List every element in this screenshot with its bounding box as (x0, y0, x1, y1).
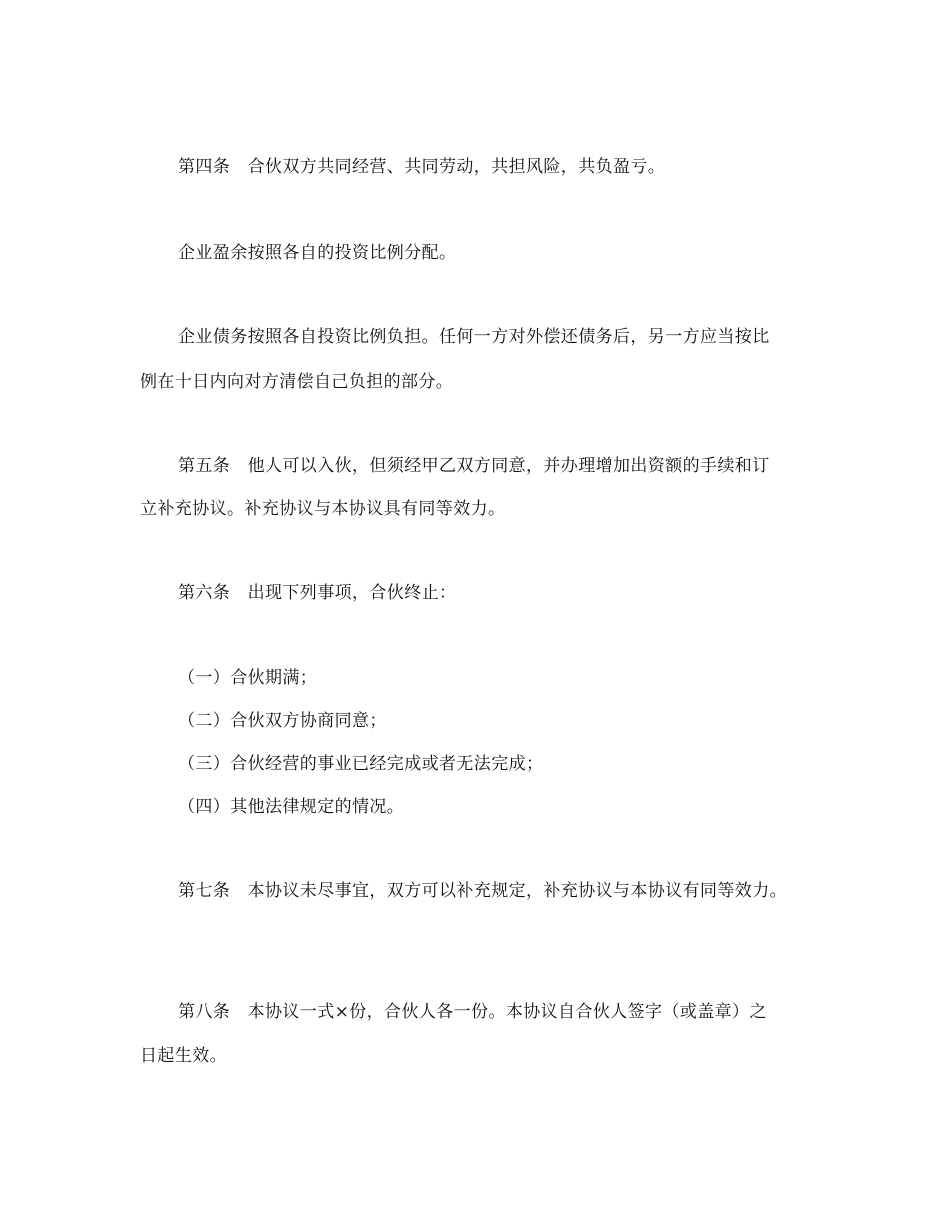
article-8-line-2: 日起生效。 (140, 1046, 227, 1066)
article-4-paragraph-3-line-1: 企业债务按照各自投资比例负担。任何一方对外偿还债务后，另一方应当按比 (178, 327, 770, 347)
article-6-line-1: 第六条 出现下列事项，合伙终止： (178, 583, 457, 603)
article-4-paragraph-3-line-2: 例在十日内向对方清偿自己负担的部分。 (140, 372, 454, 392)
article-8-line-1: 第八条 本协议一式×份，合伙人各一份。本协议自合伙人签字（或盖章）之 (178, 1002, 767, 1022)
article-5-line-2: 立补充协议。补充协议与本协议具有同等效力。 (140, 499, 506, 519)
article-4-line-1: 第四条 合伙双方共同经营、共同劳动，共担风险，共负盈亏。 (178, 157, 666, 177)
article-6-item-3: （三）合伙经营的事业已经完成或者无法完成； (178, 754, 544, 774)
article-5-line-1: 第五条 他人可以入伙，但须经甲乙双方同意，并办理增加出资额的手续和订 (178, 456, 770, 476)
article-7-line-1: 第七条 本协议未尽事宜，双方可以补充规定，补充协议与本协议有同等效力。 (178, 881, 787, 901)
article-6-item-4: （四）其他法律规定的情况。 (178, 797, 405, 817)
article-4-paragraph-2: 企业盈余按照各自的投资比例分配。 (178, 243, 457, 263)
article-6-item-2: （二）合伙双方协商同意； (178, 711, 387, 731)
article-6-item-1: （一）合伙期满； (178, 668, 318, 688)
